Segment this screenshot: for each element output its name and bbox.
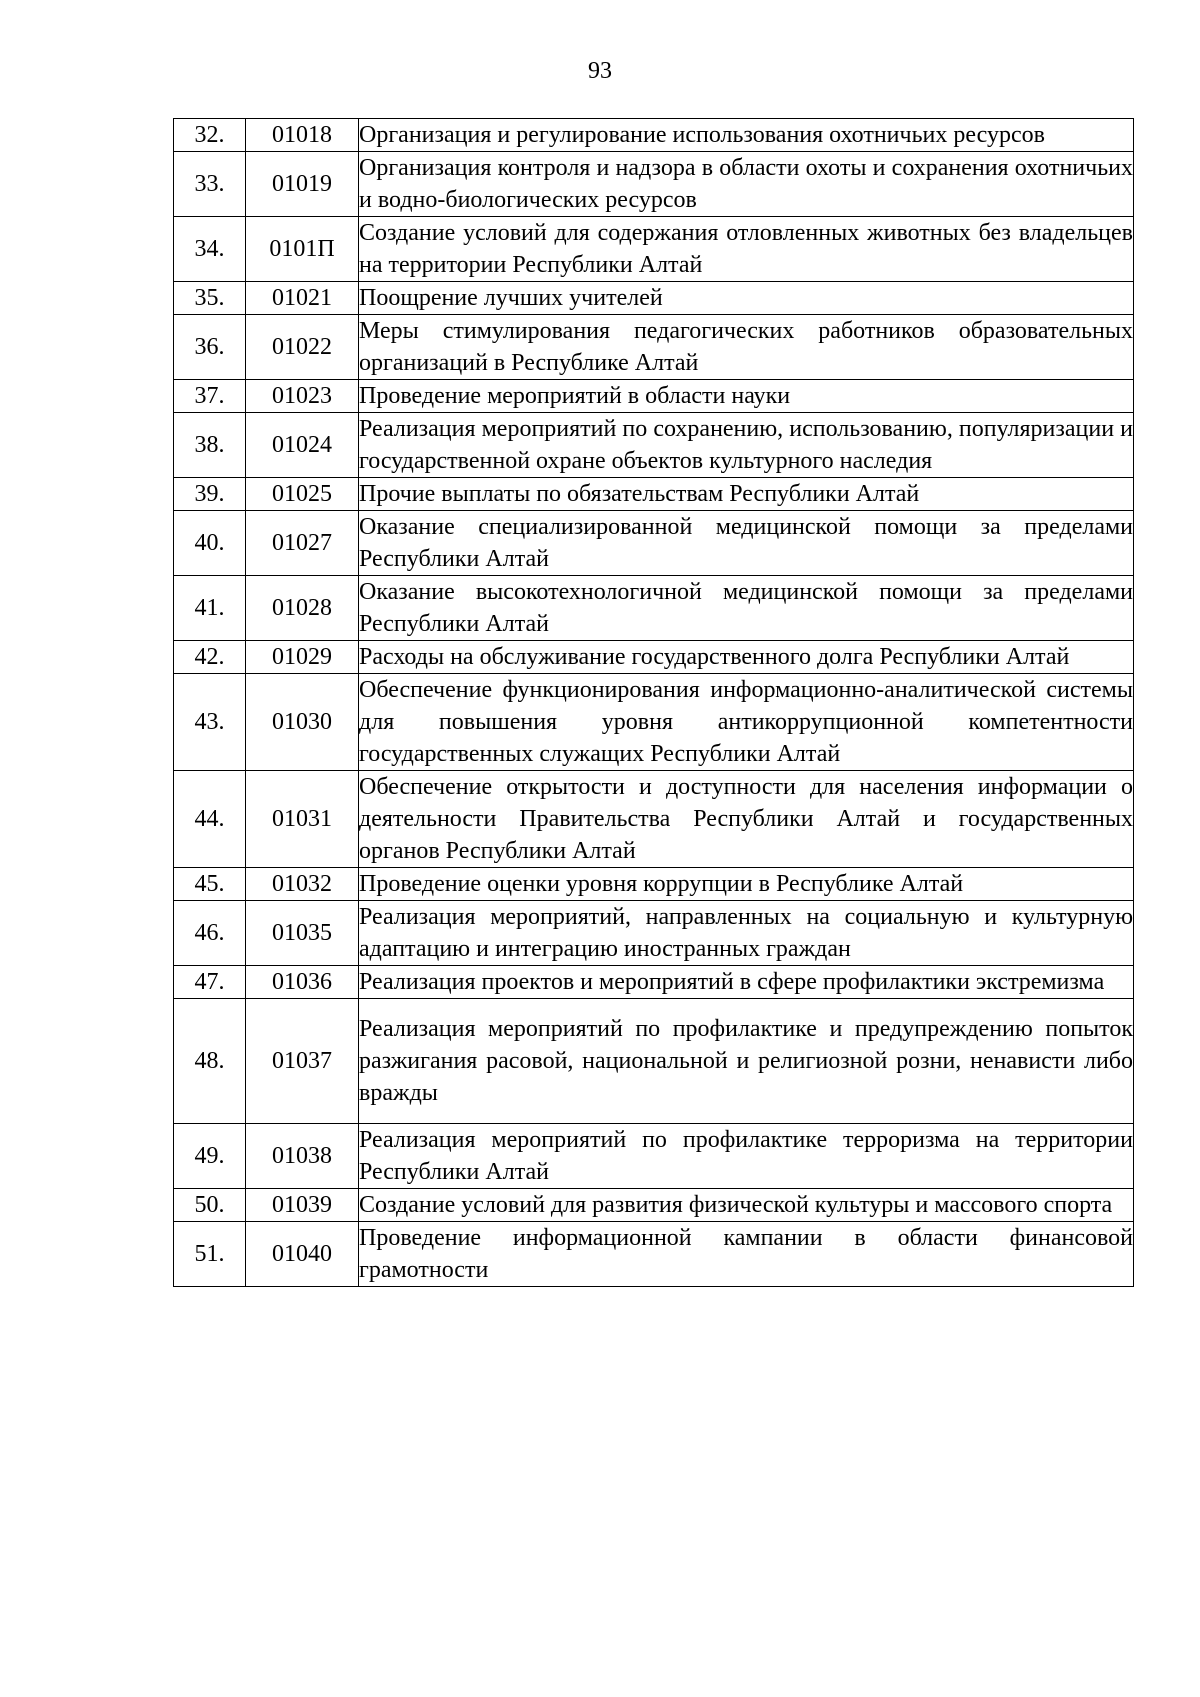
table-row bbox=[174, 380, 1134, 413]
row-description: Организация и регулирование использования охотничьих ресурсов bbox=[359, 119, 1134, 152]
table-row bbox=[174, 282, 1134, 315]
row-code: 01025 bbox=[246, 478, 359, 511]
row-number: 33. bbox=[174, 152, 246, 217]
row-description: Расходы на обслуживание государственного долга Республики Алтай bbox=[359, 641, 1134, 674]
row-number: 45. bbox=[174, 868, 246, 901]
table-row bbox=[174, 217, 1134, 282]
table-row bbox=[174, 119, 1134, 152]
table-row bbox=[174, 966, 1134, 999]
table-row bbox=[174, 511, 1134, 576]
row-number: 42. bbox=[174, 641, 246, 674]
table-row bbox=[174, 999, 1134, 1124]
row-number: 47. bbox=[174, 966, 246, 999]
row-description: Реализация проектов и мероприятий в сфере профилактики экстремизма bbox=[359, 966, 1134, 999]
row-number: 48. bbox=[174, 999, 246, 1124]
row-description: Поощрение лучших учителей bbox=[359, 282, 1134, 315]
table-body bbox=[174, 119, 1134, 1287]
row-number: 38. bbox=[174, 413, 246, 478]
row-number: 41. bbox=[174, 576, 246, 641]
row-code: 01038 bbox=[246, 1124, 359, 1189]
row-number: 50. bbox=[174, 1189, 246, 1222]
row-description: Реализация мероприятий по профилактике терроризма на территории Республики Алтай bbox=[359, 1124, 1134, 1189]
table-row bbox=[174, 868, 1134, 901]
row-code: 01029 bbox=[246, 641, 359, 674]
budget-codes-table bbox=[173, 118, 1134, 1287]
row-number: 39. bbox=[174, 478, 246, 511]
row-number: 36. bbox=[174, 315, 246, 380]
row-code: 01021 bbox=[246, 282, 359, 315]
table-row bbox=[174, 674, 1134, 771]
row-code: 01037 bbox=[246, 999, 359, 1124]
row-code: 01018 bbox=[246, 119, 359, 152]
row-description: Реализация мероприятий по профилактике и предупреждению попыток разжигания расовой, национальной и религиозной розни, ненависти либо вражды bbox=[359, 999, 1134, 1124]
row-number: 35. bbox=[174, 282, 246, 315]
row-code: 01028 bbox=[246, 576, 359, 641]
row-number: 34. bbox=[174, 217, 246, 282]
row-number: 37. bbox=[174, 380, 246, 413]
row-code: 01031 bbox=[246, 771, 359, 868]
row-number: 46. bbox=[174, 901, 246, 966]
row-description: Проведение оценки уровня коррупции в Республике Алтай bbox=[359, 868, 1134, 901]
row-code: 01040 bbox=[246, 1222, 359, 1287]
row-description: Реализация мероприятий, направленных на социальную и культурную адаптацию и интеграцию иностранных граждан bbox=[359, 901, 1134, 966]
row-number: 51. bbox=[174, 1222, 246, 1287]
row-number: 43. bbox=[174, 674, 246, 771]
row-description: Обеспечение открытости и доступности для населения информации о деятельности Правительства Республики Алтай и государственных органов Республики Алтай bbox=[359, 771, 1134, 868]
row-number: 32. bbox=[174, 119, 246, 152]
table-row bbox=[174, 901, 1134, 966]
row-code: 01024 bbox=[246, 413, 359, 478]
table-row bbox=[174, 771, 1134, 868]
row-code: 01023 bbox=[246, 380, 359, 413]
row-description: Создание условий для развития физической культуры и массового спорта bbox=[359, 1189, 1134, 1222]
row-code: 01036 bbox=[246, 966, 359, 999]
row-number: 44. bbox=[174, 771, 246, 868]
row-description: Реализация мероприятий по сохранению, использованию, популяризации и государственной охране объектов культурного наследия bbox=[359, 413, 1134, 478]
table-row bbox=[174, 1124, 1134, 1189]
table-row bbox=[174, 413, 1134, 478]
row-description: Создание условий для содержания отловленных животных без владельцев на территории Республики Алтай bbox=[359, 217, 1134, 282]
row-number: 40. bbox=[174, 511, 246, 576]
row-code: 01030 bbox=[246, 674, 359, 771]
row-description: Оказание высокотехнологичной медицинской помощи за пределами Республики Алтай bbox=[359, 576, 1134, 641]
page-number: 93 bbox=[588, 58, 612, 84]
row-code: 0101П bbox=[246, 217, 359, 282]
row-code: 01039 bbox=[246, 1189, 359, 1222]
table-row bbox=[174, 152, 1134, 217]
row-description: Оказание специализированной медицинской помощи за пределами Республики Алтай bbox=[359, 511, 1134, 576]
table-row bbox=[174, 1189, 1134, 1222]
table-row bbox=[174, 315, 1134, 380]
row-code: 01035 bbox=[246, 901, 359, 966]
row-description: Обеспечение функционирования информационно-аналитической системы для повышения уровня антикоррупционной компетентности государственных служащих Республики Алтай bbox=[359, 674, 1134, 771]
row-code: 01032 bbox=[246, 868, 359, 901]
table-row bbox=[174, 641, 1134, 674]
table-row bbox=[174, 1222, 1134, 1287]
row-description: Проведение мероприятий в области науки bbox=[359, 380, 1134, 413]
row-code: 01027 bbox=[246, 511, 359, 576]
row-code: 01019 bbox=[246, 152, 359, 217]
row-description: Проведение информационной кампании в области финансовой грамотности bbox=[359, 1222, 1134, 1287]
row-description: Меры стимулирования педагогических работников образовательных организаций в Республике Алтай bbox=[359, 315, 1134, 380]
row-number: 49. bbox=[174, 1124, 246, 1189]
row-description: Прочие выплаты по обязательствам Республики Алтай bbox=[359, 478, 1134, 511]
table-row bbox=[174, 576, 1134, 641]
table-row bbox=[174, 478, 1134, 511]
row-code: 01022 bbox=[246, 315, 359, 380]
row-description: Организация контроля и надзора в области охоты и сохранения охотничьих и водно-биологических ресурсов bbox=[359, 152, 1134, 217]
